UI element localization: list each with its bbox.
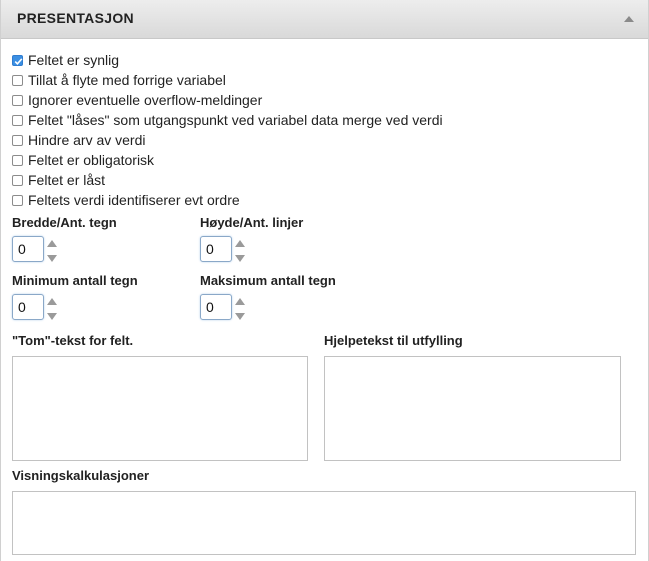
height-lines-label: Høyde/Ant. linjer [200, 215, 304, 230]
max-chars-input[interactable]: 0 [200, 294, 232, 320]
empty-text-label: "Tom"-tekst for felt. [12, 333, 134, 348]
spin-down-icon[interactable] [234, 254, 246, 264]
checkbox[interactable] [12, 175, 23, 186]
checkbox[interactable] [12, 115, 23, 126]
checkbox[interactable] [12, 95, 23, 106]
panel-header[interactable] [1, 0, 648, 39]
chevron-up-icon[interactable] [622, 12, 636, 26]
help-text-label: Hjelpetekst til utfylling [324, 333, 463, 348]
min-chars-input[interactable]: 0 [12, 294, 44, 320]
height-lines-input[interactable]: 0 [200, 236, 232, 262]
option-label: Tillat å flyte med forrige variabel [28, 72, 226, 88]
empty-text-textarea[interactable] [12, 356, 308, 461]
option-label: Feltet er obligatorisk [28, 152, 155, 168]
spin-up-icon[interactable] [234, 296, 246, 306]
option-label: Hindre arv av verdi [28, 132, 146, 148]
option-field-visible[interactable] [12, 51, 119, 69]
panel-title: PRESENTASJON [17, 10, 134, 26]
option-identifies-order[interactable] [12, 191, 240, 209]
max-chars-label: Maksimum antall tegn [200, 273, 336, 288]
checkbox[interactable] [12, 155, 23, 166]
min-chars-label: Minimum antall tegn [12, 273, 138, 288]
option-allow-flow[interactable] [12, 71, 226, 89]
checkbox[interactable] [12, 75, 23, 86]
width-chars-label: Bredde/Ant. tegn [12, 215, 117, 230]
option-label: Feltet "låses" som utgangspunkt ved variabel data merge ved verdi [28, 112, 443, 128]
option-prevent-inherit[interactable] [12, 131, 146, 149]
checkbox[interactable] [12, 135, 23, 146]
option-label: Feltets verdi identifiserer evt ordre [28, 192, 240, 208]
display-calc-label: Visningskalkulasjoner [12, 468, 150, 483]
spin-down-icon[interactable] [46, 312, 58, 322]
option-locked[interactable] [12, 171, 105, 189]
option-label: Feltet er låst [28, 172, 106, 188]
spin-up-icon[interactable] [234, 238, 246, 248]
spin-up-icon[interactable] [46, 296, 58, 306]
option-label: Feltet er synlig [28, 52, 120, 68]
option-ignore-overflow[interactable] [12, 91, 262, 109]
checkbox[interactable] [12, 55, 23, 66]
check-icon [13, 56, 24, 67]
spin-down-icon[interactable] [46, 254, 58, 264]
option-locked-merge[interactable] [12, 111, 443, 129]
help-text-textarea[interactable] [324, 356, 621, 461]
checkbox[interactable] [12, 195, 23, 206]
option-label: Ignorer eventuelle overflow-meldinger [28, 92, 263, 108]
option-required[interactable] [12, 151, 154, 169]
display-calc-textarea[interactable] [12, 491, 636, 555]
width-chars-input[interactable]: 0 [12, 236, 44, 262]
spin-down-icon[interactable] [234, 312, 246, 322]
spin-up-icon[interactable] [46, 238, 58, 248]
